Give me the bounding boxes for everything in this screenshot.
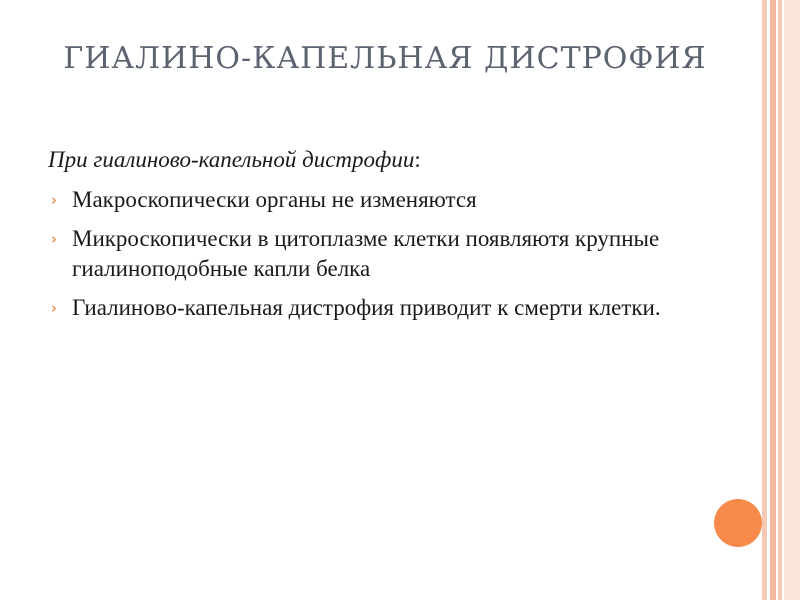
slide-title: ГИАЛИНО-КАПЕЛЬНАЯ ДИСТРОФИЯ	[63, 41, 707, 76]
decorative-circle	[714, 499, 762, 547]
chevron-right-icon: ›	[51, 299, 57, 317]
bullet-text: Макроскопически органы не изменяются	[72, 187, 477, 212]
intro-line	[48, 145, 708, 175]
decorative-stripe	[784, 0, 800, 600]
bullet-text: Микроскопически в цитоплазме клетки появляютя крупные гиалиноподобные капли белка	[72, 226, 660, 281]
chevron-right-icon: ›	[51, 230, 57, 248]
bullet-text: Гиалиново-капельная дистрофия приводит к смерти клетки.	[72, 295, 661, 320]
bullet-item	[48, 224, 708, 284]
intro-italic: При гиалиново-капельной дистрофии	[48, 147, 415, 172]
bullet-list	[48, 185, 708, 323]
bullet-item	[48, 185, 708, 215]
chevron-right-icon: ›	[51, 191, 57, 209]
intro-suffix: :	[414, 147, 421, 172]
bullet-item	[48, 293, 708, 323]
slide-body	[48, 145, 708, 332]
